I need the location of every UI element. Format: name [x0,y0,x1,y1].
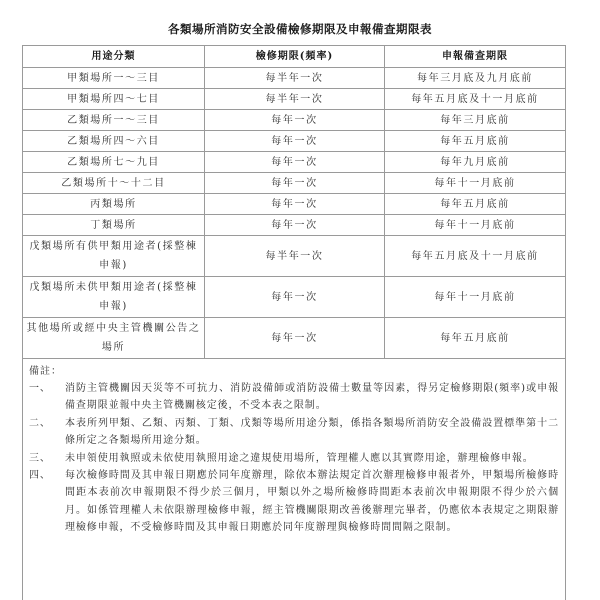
table-row [23,89,566,110]
table-row [23,277,566,318]
cell-category: 丁類場所 [23,215,205,236]
cell-frequency: 每半年一次 [205,89,385,110]
note-number: 四、 [29,470,51,482]
cell-deadline: 每年十一月底前 [385,277,566,318]
table-row [23,152,566,173]
cell-category: 戊類場所有供甲類用途者(採整棟申報) [23,236,205,277]
cell-category: 乙類場所一～三目 [23,110,205,131]
cell-category: 乙類場所七～九目 [23,152,205,173]
cell-frequency: 每半年一次 [205,68,385,89]
note-text: 未申領使用執照或未依使用執照用途之違規使用場所，管理權人應以其實際用途，辦理檢修申報。 [65,452,534,464]
table-row [23,173,566,194]
cell-deadline: 每年五月底及十一月底前 [385,89,566,110]
notes-row [23,359,566,600]
cell-deadline: 每年十一月底前 [385,173,566,194]
cell-category: 丙類場所 [23,194,205,215]
cell-frequency: 每年一次 [205,173,385,194]
note-number: 一、 [29,383,51,394]
cell-deadline: 每年三月底及九月底前 [385,68,566,89]
note-text: 本表所列甲類、乙類、丙類、丁類、戊類等場所用途分類，係指各類場所消防安全設備設置標準第十二條所定之各類場所用途分類。 [65,417,559,447]
notes-section [23,359,566,600]
cell-deadline: 每年九月底前 [385,152,566,173]
note-item [29,467,559,537]
cell-frequency: 每年一次 [205,277,385,318]
table-row [23,215,566,236]
cell-frequency: 每半年一次 [205,236,385,277]
table-row [23,110,566,131]
cell-frequency: 每年一次 [205,194,385,215]
cell-category: 甲類場所四～七目 [23,89,205,110]
cell-frequency: 每年一次 [205,152,385,173]
table-row [23,318,566,359]
cell-category: 其他場所或經中央主管機關公告之場所 [23,318,205,359]
table-row [23,236,566,277]
cell-category: 乙類場所四～六目 [23,131,205,152]
note-item [29,380,559,415]
cell-deadline: 每年五月底前 [385,318,566,359]
cell-category: 甲類場所一～三目 [23,68,205,89]
table-row [23,131,566,152]
cell-frequency: 每年一次 [205,318,385,359]
notes-heading: 備註： [29,366,62,377]
cell-frequency: 每年一次 [205,131,385,152]
header-frequency: 檢修期限(頻率) [205,46,385,68]
cell-deadline: 每年五月底前 [385,131,566,152]
cell-deadline: 每年三月底前 [385,110,566,131]
note-text: 每次檢修時間及其申報日期應於同年度辦理，除依本辦法規定首次辦理檢修申報者外，甲類場所檢修時間距本表前次申報期限不得少於三個月，甲類以外之場所檢修時間距本表前次申報期限不得少於六個月。如係管理權人未依限辦理檢修申報，經主管機關限期改善後辦理完畢者，仍應依本表規定之期限辦理檢修申報，不受檢修時間及其申報日期應於同年度辦理與檢修時間間隔之限制。 [65,470,559,534]
header-category: 用途分類 [23,46,205,68]
cell-deadline: 每年十一月底前 [385,215,566,236]
cell-frequency: 每年一次 [205,215,385,236]
cell-deadline: 每年五月底及十一月底前 [385,236,566,277]
cell-frequency: 每年一次 [205,110,385,131]
document-title: 各類場所消防安全設備檢修期限及申報備查期限表 [168,22,432,36]
cell-deadline: 每年五月底前 [385,194,566,215]
note-number: 二、 [29,417,51,429]
note-text: 消防主管機關因天災等不可抗力、消防設備師或消防設備士數量等因素，得另定檢修期限(頻率)或申報備查期限並報中央主管機關核定後，不受本表之限制。 [65,383,559,412]
note-number: 三、 [29,452,51,464]
inspection-deadline-table [22,45,566,600]
cell-category: 戊類場所未供甲類用途者(採整棟申報) [23,277,205,318]
table-row [23,68,566,89]
cell-category: 乙類場所十～十二目 [23,173,205,194]
note-item [29,450,559,467]
table-header-row [23,46,566,68]
header-deadline: 申報備查期限 [385,46,566,68]
table-row [23,194,566,215]
note-item [29,415,559,450]
